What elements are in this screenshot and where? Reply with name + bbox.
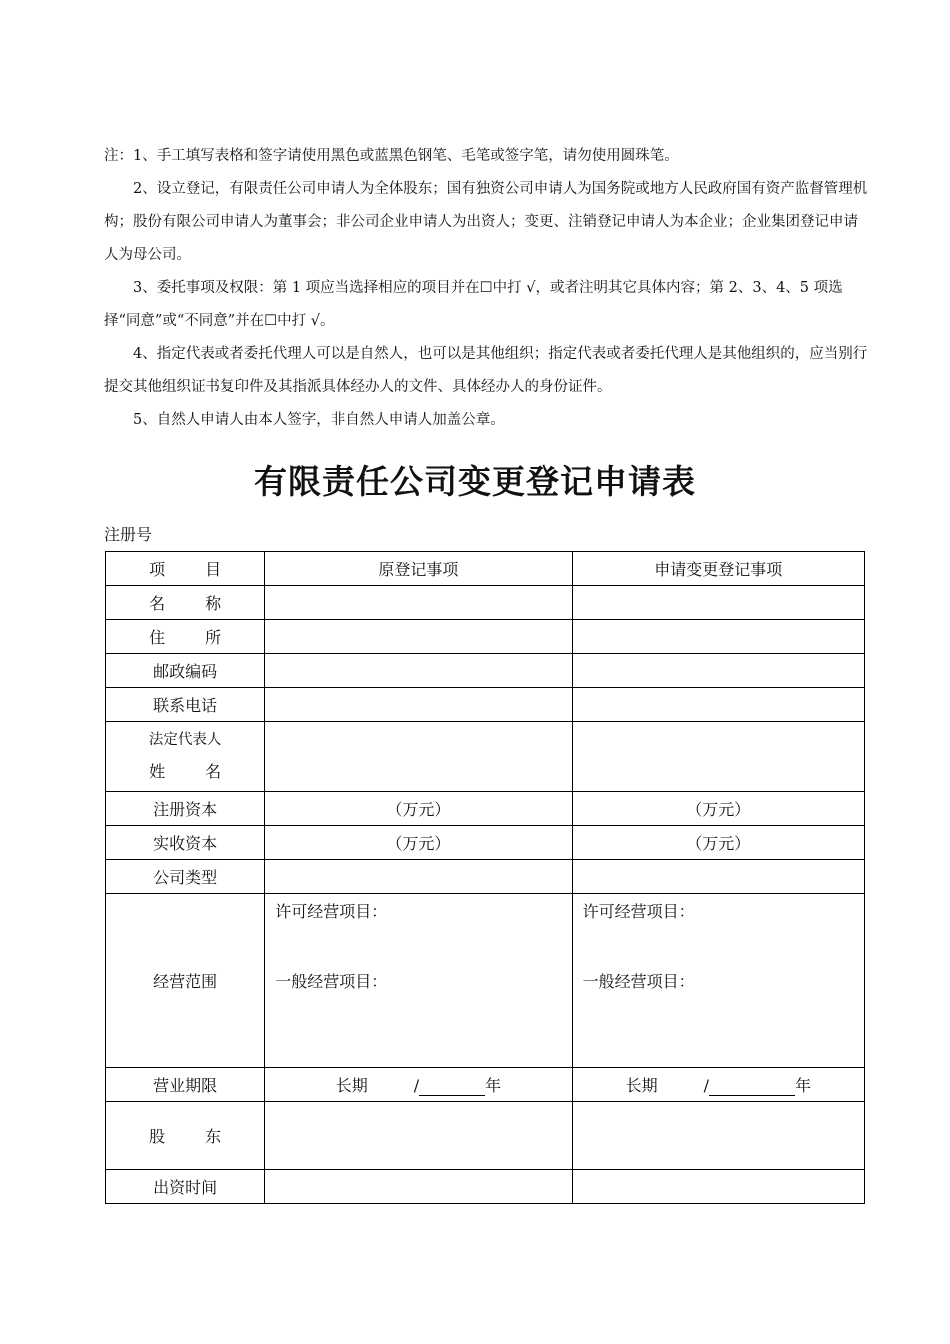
label-business-scope: 经营范围 (106, 894, 265, 1068)
scope-permit-label: 许可经营项目： (275, 902, 388, 921)
note-4: 4、指定代表或者委托代理人可以是自然人，也可以是其他组织；指定代表或者委托代理人是其他组织的，应当别行提交其他组织证书复印件及其指派具体经办人的文件、具体经办人的身份证件。 (104, 346, 868, 395)
label-address: 住 所 (106, 620, 265, 654)
label-postcode: 邮政编码 (106, 654, 265, 688)
header-row (106, 552, 865, 586)
row-business-term (106, 1068, 865, 1102)
label-registered-capital: 注册资本 (106, 792, 265, 826)
shareholders-change-cell[interactable] (572, 1102, 864, 1170)
contribution-time-original-cell[interactable] (265, 1170, 572, 1204)
label-business-term: 营业期限 (106, 1068, 265, 1102)
paid-capital-change-cell[interactable] (572, 826, 864, 860)
row-contribution-time (106, 1170, 865, 1204)
unit-label: （万元） (386, 800, 451, 819)
note-2: 2、设立登记，有限责任公司申请人为全体股东；国有独资公司申请人为国务院或地方人民政府国有资产监督管理机构；股份有限公司申请人为董事会；非公司企业申请人为出资人；变更、注销登记申请人为本企业；企业集团登记申请人为母公司。 (104, 181, 868, 263)
company-type-original-cell[interactable] (265, 860, 572, 894)
address-original-cell[interactable] (265, 620, 572, 654)
year-blank[interactable] (419, 1075, 485, 1096)
contribution-time-change-cell[interactable] (572, 1170, 864, 1204)
row-shareholders (106, 1102, 865, 1170)
row-registered-capital (106, 792, 865, 826)
note-3: 3、委托事项及权限：第 1 项应当选择相应的项目并在☐中打 √，或者注明其它具体内容；第 2、3、4、5 项选择“同意”或“不同意”并在☐中打 √。 (104, 280, 843, 329)
business-scope-change-cell[interactable] (572, 894, 864, 1068)
name-change-cell[interactable] (572, 586, 864, 620)
notes-section (104, 140, 870, 437)
postcode-original-cell[interactable] (265, 654, 572, 688)
business-scope-original-cell[interactable] (265, 894, 572, 1068)
scope-general-label: 一般经营项目： (582, 972, 695, 991)
business-term-original-cell[interactable]: 长期 / 年 (265, 1068, 572, 1102)
label-shareholders: 股 东 (106, 1102, 265, 1170)
row-phone (106, 688, 865, 722)
row-name (106, 586, 865, 620)
row-company-type (106, 860, 865, 894)
label-contribution-time: 出资时间 (106, 1170, 265, 1204)
row-address (106, 620, 865, 654)
shareholders-original-cell[interactable] (265, 1102, 572, 1170)
registration-number-label: 注册号 (104, 525, 153, 544)
header-change: 申请变更登记事项 (572, 552, 864, 586)
label-phone: 联系电话 (106, 688, 265, 722)
row-paid-capital (106, 826, 865, 860)
note-5: 5、自然人申请人由本人签字，非自然人申请人加盖公章。 (133, 412, 505, 428)
change-registration-table (105, 551, 865, 1204)
scope-permit-label: 许可经营项目： (582, 902, 695, 921)
address-change-cell[interactable] (572, 620, 864, 654)
phone-original-cell[interactable] (265, 688, 572, 722)
legal-rep-change-cell[interactable] (572, 722, 864, 792)
business-term-change-cell[interactable]: 长期 / 年 (572, 1068, 864, 1102)
label-name: 名 称 (106, 586, 265, 620)
company-type-change-cell[interactable] (572, 860, 864, 894)
legal-rep-original-cell[interactable] (265, 722, 572, 792)
unit-label: （万元） (386, 834, 451, 853)
label-legal-rep: 法定代表人 姓 名 (106, 722, 265, 792)
postcode-change-cell[interactable] (572, 654, 864, 688)
phone-change-cell[interactable] (572, 688, 864, 722)
registered-capital-change-cell[interactable] (572, 792, 864, 826)
header-original: 原登记事项 (265, 552, 572, 586)
row-postcode (106, 654, 865, 688)
unit-label: （万元） (686, 800, 751, 819)
registered-capital-original-cell[interactable] (265, 792, 572, 826)
row-legal-rep (106, 722, 865, 792)
row-business-scope (106, 894, 865, 1068)
label-paid-capital: 实收资本 (106, 826, 265, 860)
scope-general-label: 一般经营项目： (275, 972, 388, 991)
unit-label: （万元） (686, 834, 751, 853)
header-item: 项 目 (106, 552, 265, 586)
label-company-type: 公司类型 (106, 860, 265, 894)
note-1: 注：1、手工填写表格和签字请使用黑色或蓝黑色钢笔、毛笔或签字笔，请勿使用圆珠笔。 (104, 148, 679, 164)
year-blank[interactable] (709, 1075, 795, 1096)
name-original-cell[interactable] (265, 586, 572, 620)
paid-capital-original-cell[interactable] (265, 826, 572, 860)
form-title: 有限责任公司变更登记申请表 (254, 462, 696, 501)
